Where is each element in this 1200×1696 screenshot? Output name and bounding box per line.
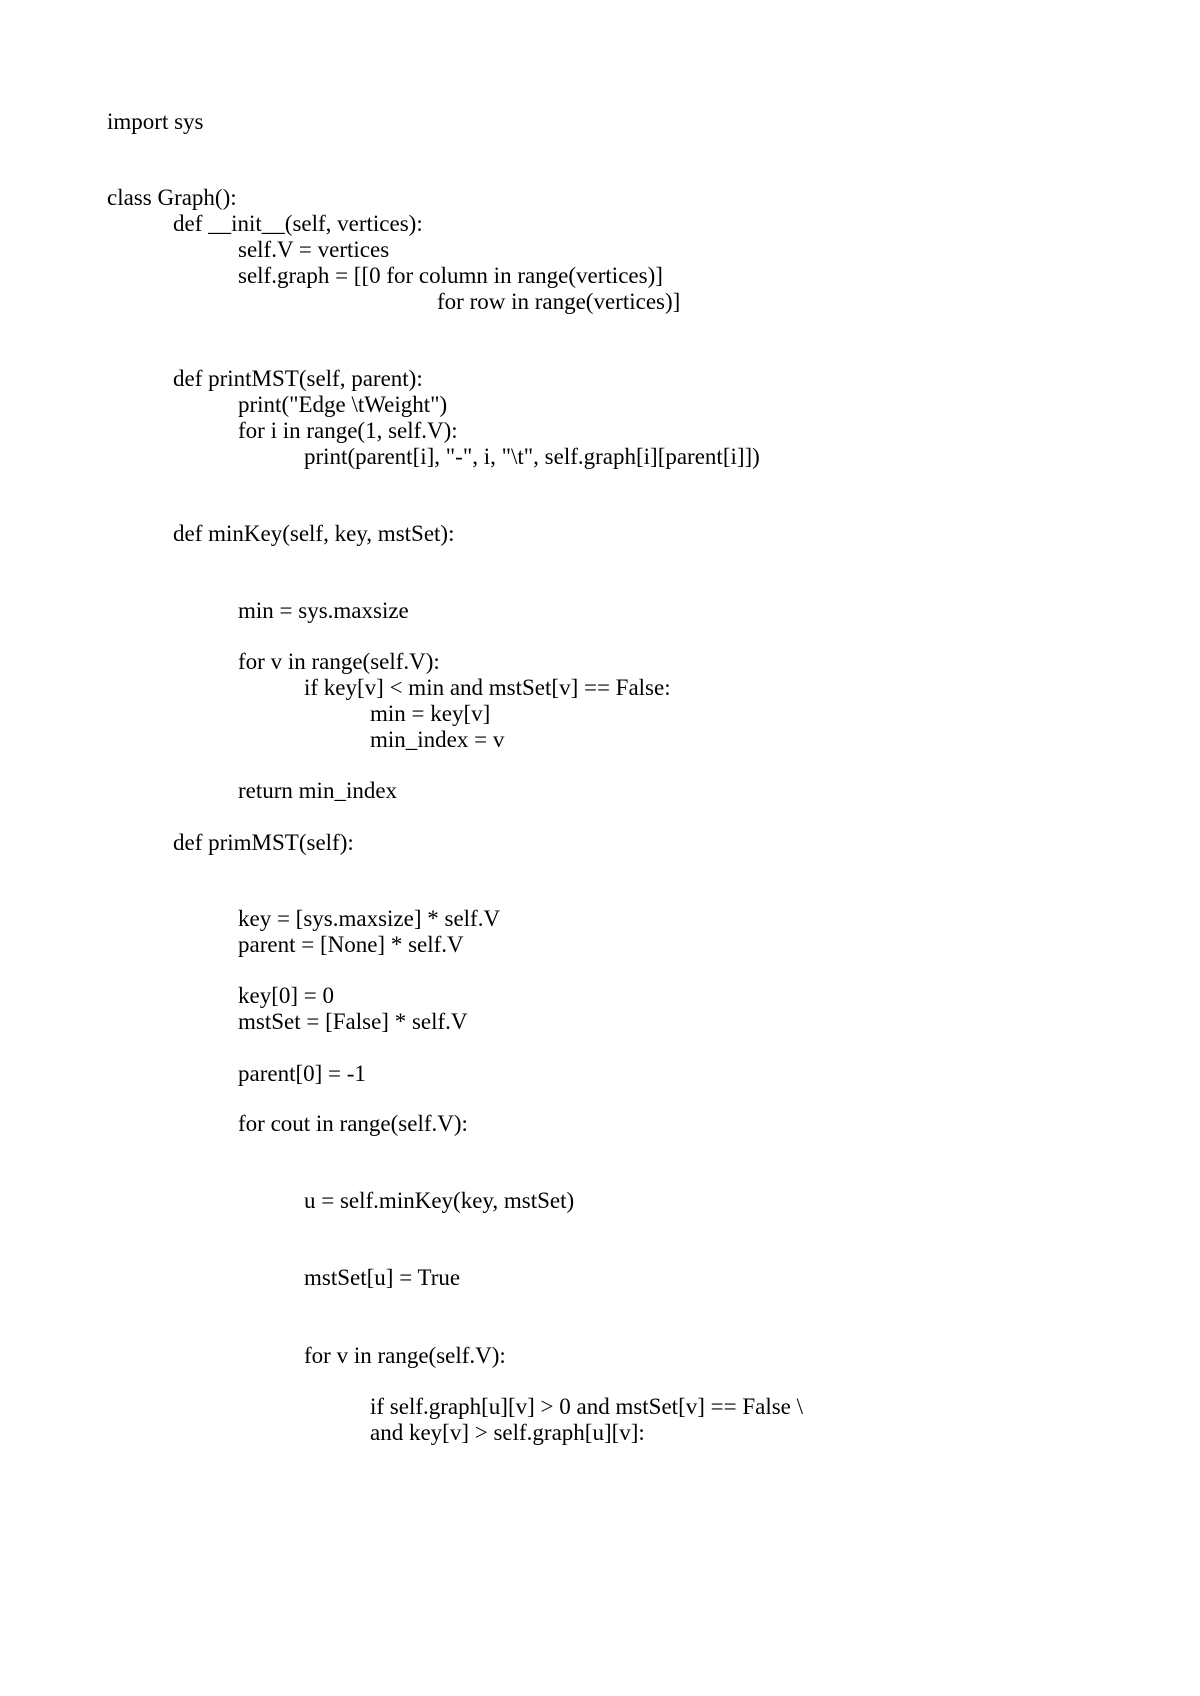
code-line: import sys [107, 109, 204, 134]
code-line: mstSet[u] = True [304, 1265, 461, 1290]
code-line: for i in range(1, self.V): [238, 418, 458, 443]
code-line: print("Edge \tWeight") [238, 392, 448, 417]
code-line: key = [sys.maxsize] * self.V [238, 906, 501, 931]
code-line: if key[v] < min and mstSet[v] == False: [304, 675, 671, 700]
code-line: u = self.minKey(key, mstSet) [304, 1188, 575, 1213]
code-line: parent[0] = -1 [238, 1061, 366, 1086]
code-line: class Graph(): [107, 185, 237, 210]
code-line: mstSet = [False] * self.V [238, 1009, 468, 1034]
code-line: and key[v] > self.graph[u][v]: [370, 1420, 645, 1445]
code-line: return min_index [238, 778, 398, 803]
code-line: for row in range(vertices)] [437, 289, 681, 314]
code-line: self.graph = [[0 for column in range(vertices)] [238, 263, 663, 288]
code-line: self.V = vertices [238, 237, 390, 262]
code-line: for cout in range(self.V): [238, 1111, 468, 1136]
code-line: def minKey(self, key, mstSet): [173, 521, 455, 546]
code-line: print(parent[i], "-", i, "\t", self.graph[i][parent[i]]) [304, 444, 760, 469]
code-line: for v in range(self.V): [304, 1343, 506, 1368]
code-line: if self.graph[u][v] > 0 and mstSet[v] == False \ [370, 1394, 804, 1419]
code-line: min_index = v [370, 727, 505, 752]
code-line: min = key[v] [370, 701, 491, 726]
code-line: parent = [None] * self.V [238, 932, 464, 957]
code-line: def printMST(self, parent): [173, 366, 423, 391]
code-line: min = sys.maxsize [238, 598, 409, 623]
code-line: def primMST(self): [173, 830, 354, 855]
code-line: for v in range(self.V): [238, 649, 440, 674]
code-line: def __init__(self, vertices): [173, 211, 423, 236]
code-line: key[0] = 0 [238, 983, 334, 1008]
